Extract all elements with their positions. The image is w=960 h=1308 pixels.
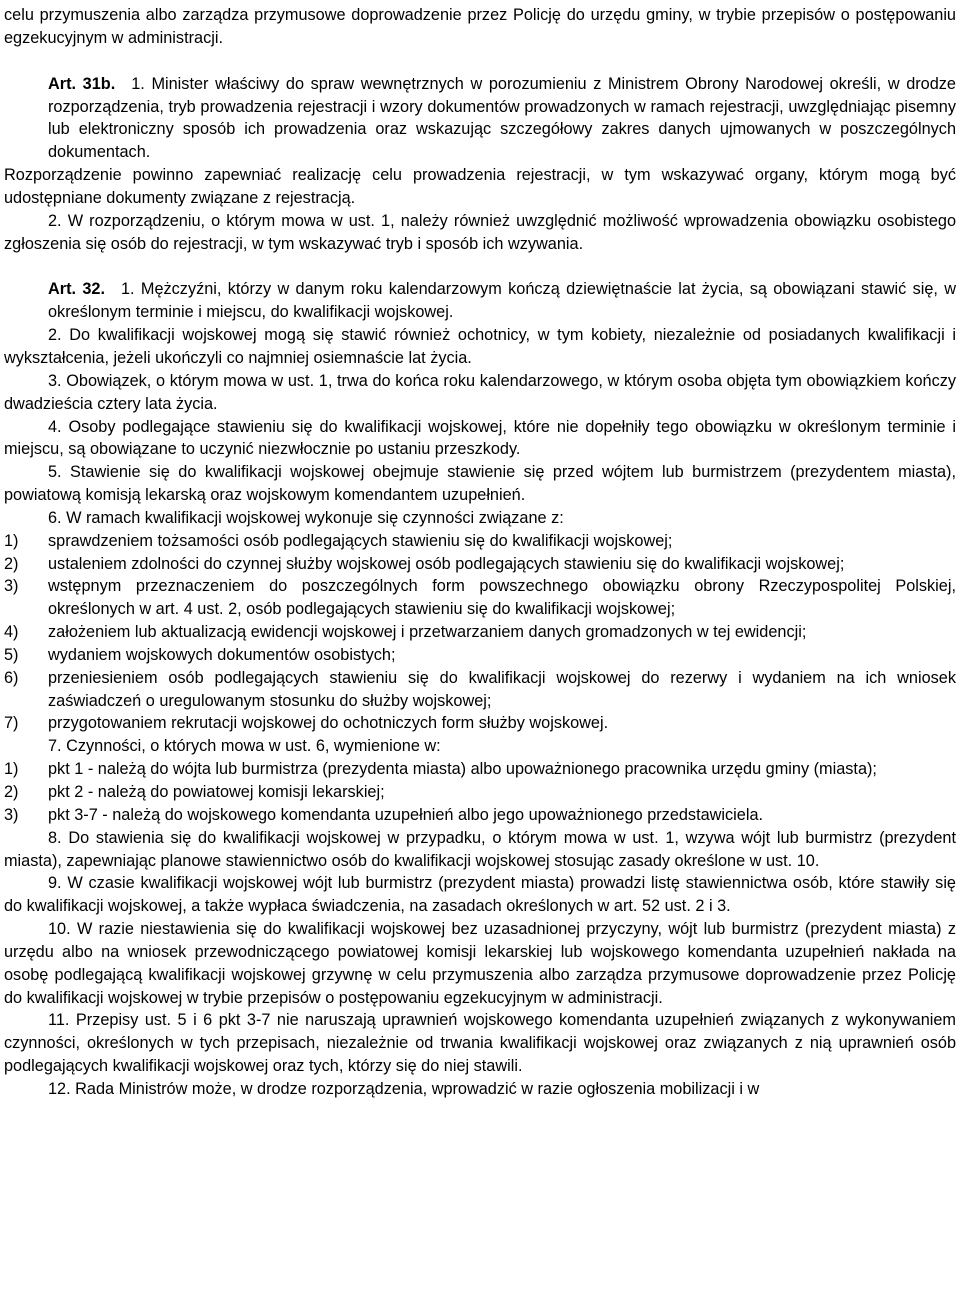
art-32-ust-7: 7. Czynności, o których mowa w ust. 6, wymienione w:: [48, 737, 441, 756]
list-item: [4, 804, 956, 827]
list-item: [4, 575, 956, 621]
list-item-number: 6): [4, 668, 19, 687]
art-32: [4, 278, 956, 1100]
list-item-number: 4): [4, 623, 19, 642]
list-item-text: założeniem lub aktualizacją ewidencji wojskowej i przetwarzaniem danych gromadzonych w tej ewidencji;: [48, 623, 807, 642]
list-item-text: pkt 3-7 - należą do wojskowego komendanta uzupełnień albo jego upoważnionego przedstawiciela.: [48, 805, 764, 824]
document-page: [4, 4, 956, 1101]
art-32-ust-12: 12. Rada Ministrów może, w drodze rozporządzenia, wprowadzić w razie ogłoszenia mobilizacji i w: [48, 1079, 760, 1098]
list-item-text: pkt 1 - należą do wójta lub burmistrza (prezydenta miasta) albo upoważnionego pracownika urzędu gminy (miasta);: [48, 760, 877, 779]
art-32-label: Art. 32.: [48, 280, 105, 299]
art-32-ust-4: 4. Osoby podlegające stawieniu się do kwalifikacji wojskowej, które nie dopełniły tego obowiązku w określonym terminie i miejscu, są obowiązane to uczynić niezwłocznie po ustaniu przeszkody.: [4, 417, 956, 459]
art-32-ust-1-text: 1. Mężczyźni, którzy w danym roku kalendarzowym kończą dziewiętnaście lat życia, są obowiązani stawić się, w określonym terminie i miejscu, do kwalifikacji wojskowej.: [48, 280, 956, 322]
art-31b: [4, 73, 956, 256]
art-32-ust-5: 5. Stawienie się do kwalifikacji wojskowej obejmuje stawienie się przed wójtem lub burmistrzem (prezydentem miasta), powiatową komisją lekarską oraz wojskowym komendantem uzupełnień.: [4, 463, 956, 505]
art-32-ust-6: 6. W ramach kwalifikacji wojskowej wykonuje się czynności związane z:: [48, 508, 564, 527]
art-31b-label: Art. 31b.: [48, 74, 116, 93]
list-item-text: przygotowaniem rekrutacji wojskowej do ochotniczych form służby wojskowej.: [48, 714, 609, 733]
art-32-ust-7-list: [4, 758, 956, 827]
art-32-ust-11: 11. Przepisy ust. 5 i 6 pkt 3-7 nie naruszają uprawnień wojskowego komendanta uzupełnień związanych z wykonywaniem czynności, określonych w tych przepisach, niezależnie od trwania kwalifikacji wojskowej oraz związanych z nią uprawnień osób podlegających kwalifikacji wojskowej oraz tych, którzy się do niej stawili.: [4, 1011, 956, 1076]
list-item: [4, 758, 956, 781]
art-31b-ust-2: 2. W rozporządzeniu, o którym mowa w ust. 1, należy również uwzględnić możliwość wprowadzenia obowiązku osobistego zgłoszenia się osób do rejestracji, w tym wskazywać tryb i sposób ich wzywania.: [4, 211, 956, 253]
art-32-ust-10: 10. W razie niestawienia się do kwalifikacji wojskowej bez uzasadnionej przyczyny, wójt lub burmistrz (prezydent miasta) z urzędu albo na wniosek przewodniczącego powiatowej komisji lekarskiej lub wojskowego komendanta uzupełnień nakłada na osobę podlegającą kwalifikacji wojskowej grzywnę w celu przymuszenia albo zarządza przymusowe doprowadzenie przez Policję do kwalifikacji wojskowej w trybie przepisów o postępowaniu egzekucyjnym w administracji.: [4, 920, 956, 1007]
art-32-ust-2: 2. Do kwalifikacji wojskowej mogą się stawić również ochotnicy, w tym kobiety, niezależnie od posiadanych kwalifikacji i wykształcenia, jeżeli ukończyli co najmniej osiemnaście lat życia.: [4, 326, 956, 367]
list-item: [4, 781, 956, 804]
art-32-ust-9: 9. W czasie kwalifikacji wojskowej wójt lub burmistrz (prezydent miasta) prowadzi listę stawiennictwa osób, które stawiły się do kwalifikacji wojskowej, a także wypłaca świadczenia, na zasadach określonych w art. 52 ust. 2 i 3.: [4, 874, 956, 916]
list-item-number: 3): [4, 805, 19, 824]
art-32-ust-6-list: [4, 530, 956, 736]
list-item-text: ustaleniem zdolności do czynnej służby wojskowej osób podlegających stawieniu się do kwalifikacji wojskowej;: [48, 554, 845, 573]
list-item-number: 2): [4, 554, 19, 573]
list-item: [4, 553, 956, 576]
list-item-text: wstępnym przeznaczeniem do poszczególnych form powszechnego obowiązku obrony Rzeczypospolitej Polskiej, określonych w art. 4 ust. 2, osób podlegających stawieniu się do kwalifikacji wojskowej;: [48, 577, 956, 619]
intro-paragraph: celu przymuszenia albo zarządza przymusowe doprowadzenie przez Policję do urzędu gminy, w trybie przepisów o postępowaniu egzekucyjnym w administracji.: [4, 6, 956, 47]
art-32-ust-1: [48, 278, 956, 324]
list-item-number: 1): [4, 760, 19, 779]
art-32-ust-3: 3. Obowiązek, o którym mowa w ust. 1, trwa do końca roku kalendarzowego, w którym osoba objęta tym obowiązkiem kończy dwadzieścia cztery lata życia.: [4, 371, 956, 413]
art-31b-ust-1-text: 1. Minister właściwy do spraw wewnętrznych w porozumieniu z Ministrem Obrony Narodowej określi, w drodze rozporządzenia, tryb prowadzenia rejestracji i wzory dokumentów prowadzonych w ramach rejestracji, uwzględniając pisemny lub elektroniczny sposób ich prowadzenia oraz wskazując szczegółowy zakres danych ujmowanych w poszczególnych dokumentach.: [48, 74, 956, 162]
list-item: [4, 712, 956, 735]
list-item-text: przeniesieniem osób podlegających stawieniu się do kwalifikacji wojskowej do rezerwy i wydaniem na ich wniosek zaświadczeń o uregulowanym stosunku do służby wojskowej;: [48, 668, 956, 710]
list-item-number: 2): [4, 783, 19, 801]
list-item: [4, 621, 956, 644]
list-item-number: 5): [4, 645, 19, 664]
list-item-number: 7): [4, 714, 19, 733]
list-item-text: pkt 2 - należą do powiatowej komisji lekarskiej;: [48, 783, 385, 801]
art-32-ust-8: 8. Do stawienia się do kwalifikacji wojskowej w przypadku, o którym mowa w ust. 1, wzywa wójt lub burmistrz (prezydent miasta), zapewniając planowe stawiennictwo osób do kwalifikacji wojskowej stosując zasady określone w ust. 10.: [4, 828, 956, 870]
list-item-number: 1): [4, 531, 19, 550]
list-item-text: wydaniem wojskowych dokumentów osobistych;: [48, 645, 396, 664]
list-item: [4, 667, 956, 713]
list-item-text: sprawdzeniem tożsamości osób podlegających stawieniu się do kwalifikacji wojskowej;: [48, 531, 673, 550]
list-item: [4, 530, 956, 553]
list-item: [4, 644, 956, 667]
art-31b-ust-1: [48, 73, 956, 164]
list-item-number: 3): [4, 577, 19, 596]
art-31b-ust-1-continued: Rozporządzenie powinno zapewniać realizację celu prowadzenia rejestracji, w tym wskazywać organy, którym mogą być udostępniane dokumenty związane z rejestracją.: [4, 166, 956, 207]
